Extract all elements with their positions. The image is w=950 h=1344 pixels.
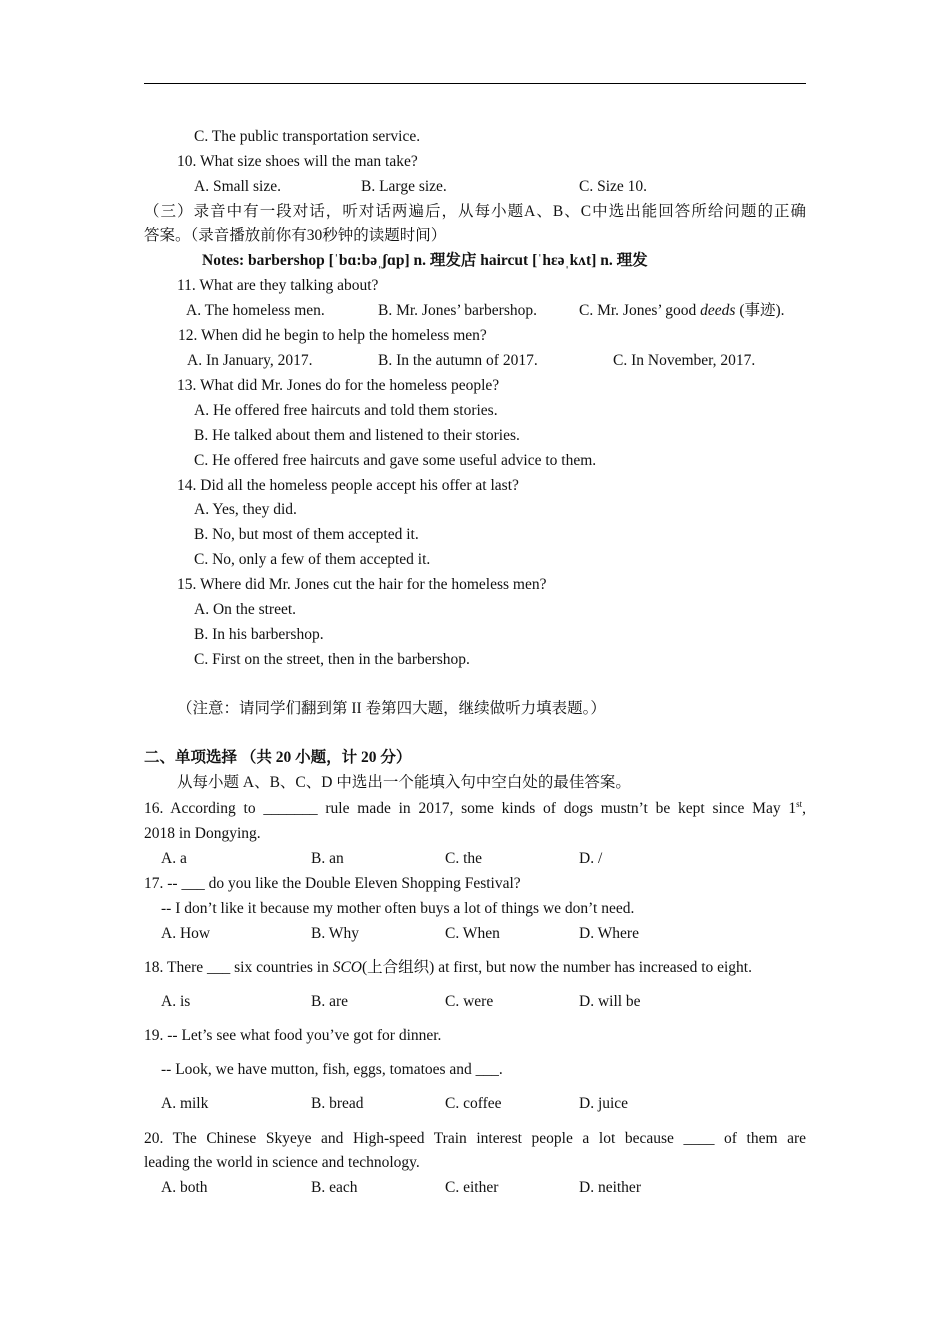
q11-option-c-gloss: (事迹). bbox=[735, 302, 785, 319]
q11-option-b: B. Mr. Jones’ barbershop. bbox=[378, 302, 537, 319]
q10-option-c: C. Size 10. bbox=[579, 178, 648, 195]
q14-stem: 14. Did all the homeless people accept his offer at last? bbox=[177, 477, 519, 494]
vocab-notes: Notes: barbershop [ˈbɑ:bəˌʃɑp] n. 理发店 haircut [ˈhɛəˌkʌt] n. 理发 bbox=[202, 252, 648, 269]
turn-page-note: （注意：请同学们翻到第 II 卷第四大题，继续做听力填表题。） bbox=[177, 700, 606, 717]
q17-option-b: B. Why bbox=[311, 925, 359, 942]
q20-option-c: C. either bbox=[445, 1179, 499, 1196]
q16-option-c: C. the bbox=[445, 850, 483, 867]
q16-stem-line2: 2018 in Dongying. bbox=[144, 825, 261, 842]
q18-option-a: A. is bbox=[161, 993, 191, 1010]
q16-option-a: A. a bbox=[161, 850, 187, 867]
q12-option-b: B. In the autumn of 2017. bbox=[378, 352, 538, 369]
q15-stem: 15. Where did Mr. Jones cut the hair for the homeless men? bbox=[177, 576, 547, 593]
q18-stem-text: 18. There ___ six countries in bbox=[144, 959, 333, 976]
q14-option-b: B. No, but most of them accepted it. bbox=[194, 526, 419, 543]
q11-option-c-emphasis: deeds bbox=[700, 302, 736, 319]
q14-option-a: A. Yes, they did. bbox=[194, 501, 297, 518]
q16-stem-comma: , bbox=[802, 800, 806, 817]
q19-reply: -- Look, we have mutton, fish, eggs, tomatoes and ___. bbox=[161, 1061, 503, 1078]
q18-stem bbox=[144, 958, 752, 978]
q17-option-d: D. Where bbox=[579, 925, 639, 942]
q10-stem: 10. What size shoes will the man take? bbox=[177, 153, 418, 170]
q18-option-d: D. will be bbox=[579, 993, 641, 1010]
q13-option-a: A. He offered free haircuts and told them stories. bbox=[194, 402, 498, 419]
section-instruction: 从每小题 A、B、C、D 中选出一个能填入句中空白处的最佳答案。 bbox=[177, 774, 631, 791]
q19-option-b: B. bread bbox=[311, 1095, 364, 1112]
section-title: 二、单项选择 （共 20 小题，计 20 分） bbox=[144, 749, 412, 766]
q12-option-a: A. In January, 2017. bbox=[187, 352, 313, 369]
q16-option-b: B. an bbox=[311, 850, 344, 867]
q15-option-a: A. On the street. bbox=[194, 601, 297, 618]
q11-option-a: A. The homeless men. bbox=[186, 302, 325, 319]
q19-option-a: A. milk bbox=[161, 1095, 209, 1112]
q11-option-c-text: C. Mr. Jones’ good bbox=[579, 302, 701, 319]
q18-option-c: C. were bbox=[445, 993, 494, 1010]
q13-stem: 13. What did Mr. Jones do for the homeless people? bbox=[177, 377, 500, 394]
part3-intro-line2: 答案。（录音播放前你有30秒钟的读题时间） bbox=[144, 227, 447, 244]
q19-option-d: D. juice bbox=[579, 1095, 629, 1112]
q16-stem-line1 bbox=[144, 796, 806, 821]
q19-stem: 19. -- Let’s see what food you’ve got for dinner. bbox=[144, 1027, 442, 1044]
q11-stem: 11. What are they talking about? bbox=[177, 277, 379, 294]
q17-reply: -- I don’t like it because my mother often buys a lot of things we don’t need. bbox=[161, 900, 635, 917]
q13-option-c: C. He offered free haircuts and gave some useful advice to them. bbox=[194, 452, 597, 469]
q17-option-c: C. When bbox=[445, 925, 500, 942]
header-rule bbox=[144, 83, 806, 84]
q15-option-c: C. First on the street, then in the barbershop. bbox=[194, 651, 470, 668]
q18-stem-emphasis: SCO bbox=[332, 959, 362, 976]
q20-stem-line1: 20. The Chinese Skyeye and High-speed Train interest people a lot because ____ of them are bbox=[144, 1130, 806, 1147]
q16-stem-text: 16. According to _______ rule made in 2017, some kinds of dogs mustn’t be kept since May 1 bbox=[144, 800, 797, 817]
q12-option-c: C. In November, 2017. bbox=[613, 352, 756, 369]
q14-option-c: C. No, only a few of them accepted it. bbox=[194, 551, 431, 568]
q16-option-d: D. / bbox=[579, 850, 603, 867]
q18-stem-rest: (上合组织) at first, but now the number has increased to eight. bbox=[362, 959, 752, 976]
q16-stem-superscript: st bbox=[796, 798, 803, 809]
q13-option-b: B. He talked about them and listened to their stories. bbox=[194, 427, 520, 444]
q20-option-d: D. neither bbox=[579, 1179, 641, 1196]
q20-option-a: A. both bbox=[161, 1179, 208, 1196]
q20-stem-line2: leading the world in science and technology. bbox=[144, 1154, 420, 1171]
q10-option-a: A. Small size. bbox=[194, 178, 281, 195]
q20-option-b: B. each bbox=[311, 1179, 358, 1196]
q9-option-c: C. The public transportation service. bbox=[194, 128, 421, 145]
q11-option-c bbox=[579, 301, 785, 321]
q15-option-b: B. In his barbershop. bbox=[194, 626, 324, 643]
q10-option-b: B. Large size. bbox=[361, 178, 447, 195]
part3-intro-line1: （三）录音中有一段对话，听对话两遍后，从每小题A、B、C中选出能回答所给问题的正确 bbox=[144, 203, 806, 220]
q17-stem: 17. -- ___ do you like the Double Eleven Shopping Festival? bbox=[144, 875, 521, 892]
q12-stem: 12. When did he begin to help the homeless men? bbox=[178, 327, 487, 344]
q19-option-c: C. coffee bbox=[445, 1095, 502, 1112]
q18-option-b: B. are bbox=[311, 993, 349, 1010]
q17-option-a: A. How bbox=[161, 925, 211, 942]
